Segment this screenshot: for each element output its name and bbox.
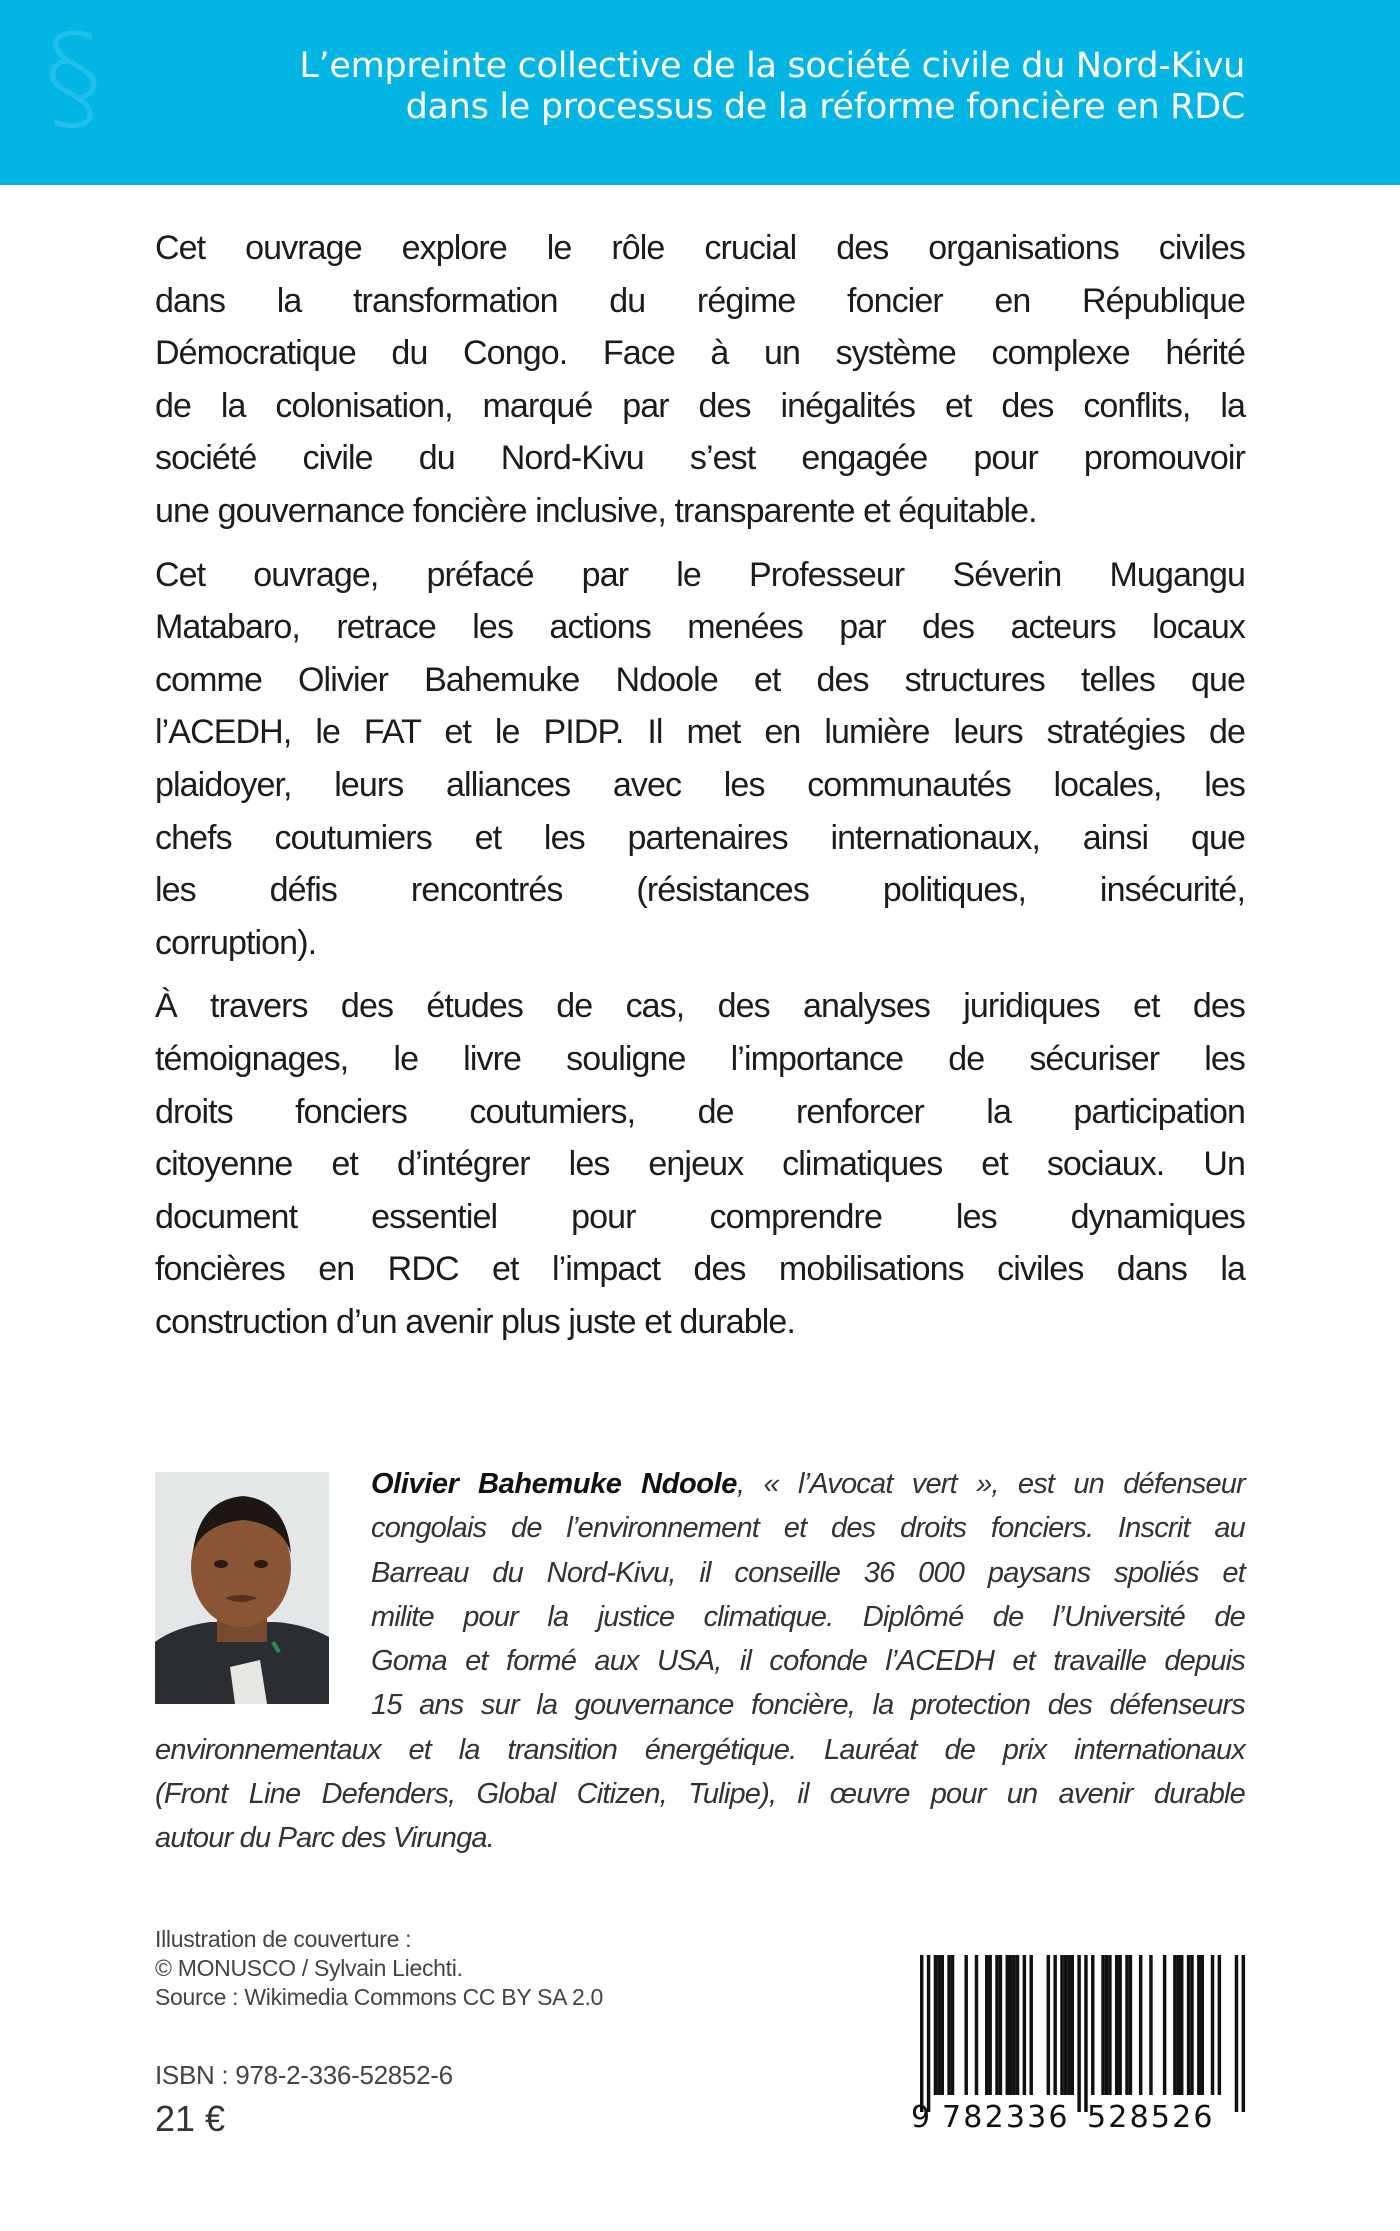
barcode-digits-right: 528526 xyxy=(1087,2100,1215,2135)
text-line: de la colonisation, marqué par des inégalités et des conflits, la xyxy=(155,386,1245,425)
text-line: comme Olivier Bahemuke Ndoole et des structures telles que xyxy=(155,660,1245,699)
text-line: Cet ouvrage explore le rôle crucial des organisations civiles xyxy=(155,229,1245,267)
text-line: chefs coutumiers et les partenaires internationaux, ainsi que xyxy=(155,818,1245,857)
text-line: témoignages, le livre souligne l’importance de sécuriser les xyxy=(155,1039,1245,1078)
isbn-barcode xyxy=(905,1955,1250,2135)
text-line: Démocratique du Congo. Face à un système complexe hérité xyxy=(155,334,1245,373)
bio-line: 15 ans sur la gouvernance foncière, la protection des défenseurs xyxy=(371,1689,1245,1722)
text-line: Cet ouvrage, préfacé par le Professeur Séverin Mugangu xyxy=(155,555,1245,594)
text-line: À travers des études de cas, des analyses juridiques et des xyxy=(155,987,1245,1026)
text-line: citoyenne et d’intégrer les enjeux climatiques et sociaux. Un xyxy=(155,1145,1245,1184)
bio-line: congolais de l’environnement et des droits fonciers. Inscrit au xyxy=(371,1512,1245,1545)
summary-paragraph-2 xyxy=(155,549,1245,970)
text-line: société civile du Nord-Kivu s’est engagée pour promouvoir xyxy=(155,439,1245,478)
text-line: construction d’un avenir plus juste et durable. xyxy=(155,1302,795,1341)
summary-paragraph-3 xyxy=(155,980,1245,1348)
book-title-line-2: dans le processus de la réforme foncière en RDC xyxy=(405,87,1245,127)
section-sign-icon: § xyxy=(44,8,103,146)
book-title-line-1: L’empreinte collective de la société civile du Nord-Kivu xyxy=(299,46,1245,86)
text-line: document essentiel pour comprendre les dynamiques xyxy=(155,1197,1245,1236)
credit-line: Source : Wikimedia Commons CC BY SA 2.0 xyxy=(155,1984,604,2010)
bio-line: autour du Parc des Virunga. xyxy=(155,1822,494,1855)
bio-line: environnementaux et la transition énergétique. Lauréat de prix internationaux xyxy=(155,1733,1245,1766)
credit-line: Illustration de couverture : xyxy=(155,1926,412,1952)
credit-line: © MONUSCO / Sylvain Liechti. xyxy=(155,1955,463,1981)
summary-paragraph-1 xyxy=(155,222,1245,538)
text-line: l’ACEDH, le FAT et le PIDP. Il met en lumière leurs stratégies de xyxy=(155,713,1245,752)
barcode-digit-prefix: 9 xyxy=(911,2100,931,2135)
isbn-number: ISBN : 978-2-336-52852-6 xyxy=(155,2060,453,2090)
text-line: corruption). xyxy=(155,923,317,962)
text-line: les défis rencontrés (résistances politiques, insécurité, xyxy=(155,871,1245,910)
text-line: Matabaro, retrace les actions menées par des acteurs locaux xyxy=(155,608,1245,647)
bio-line: milite pour la justice climatique. Diplômé de l’Université de xyxy=(371,1600,1245,1633)
bio-line xyxy=(371,1462,1245,1506)
text-line: foncières en RDC et l’impact des mobilisations civiles dans la xyxy=(155,1250,1245,1289)
bio-line: (Front Line Defenders, Global Citizen, Tulipe), il œuvre pour un avenir durable xyxy=(155,1778,1245,1811)
cover-credits xyxy=(155,1925,603,2012)
text-line: dans la transformation du régime foncier en République xyxy=(155,281,1245,320)
text-line: une gouvernance foncière inclusive, transparente et équitable. xyxy=(155,491,1037,530)
book-summary xyxy=(155,222,1245,1359)
barcode-digits-left: 782336 xyxy=(942,2100,1070,2135)
text-line: droits fonciers coutumiers, de renforcer la participation xyxy=(155,1092,1245,1131)
title-banner xyxy=(0,0,1400,185)
bio-line: Goma et formé aux USA, il cofonde l’ACEDH et travaille depuis xyxy=(371,1645,1245,1678)
author-name: Olivier Bahemuke Ndoole xyxy=(371,1468,737,1500)
author-bio xyxy=(155,1462,1245,1861)
bio-line: Barreau du Nord-Kivu, il conseille 36 000 paysans spoliés et xyxy=(371,1556,1245,1589)
price: 21 € xyxy=(155,2098,226,2139)
bio-text: , « l’Avocat vert », est un défenseur xyxy=(737,1468,1245,1500)
text-line: plaidoyer, leurs alliances avec les communautés locales, les xyxy=(155,765,1245,804)
book-title xyxy=(299,46,1245,128)
